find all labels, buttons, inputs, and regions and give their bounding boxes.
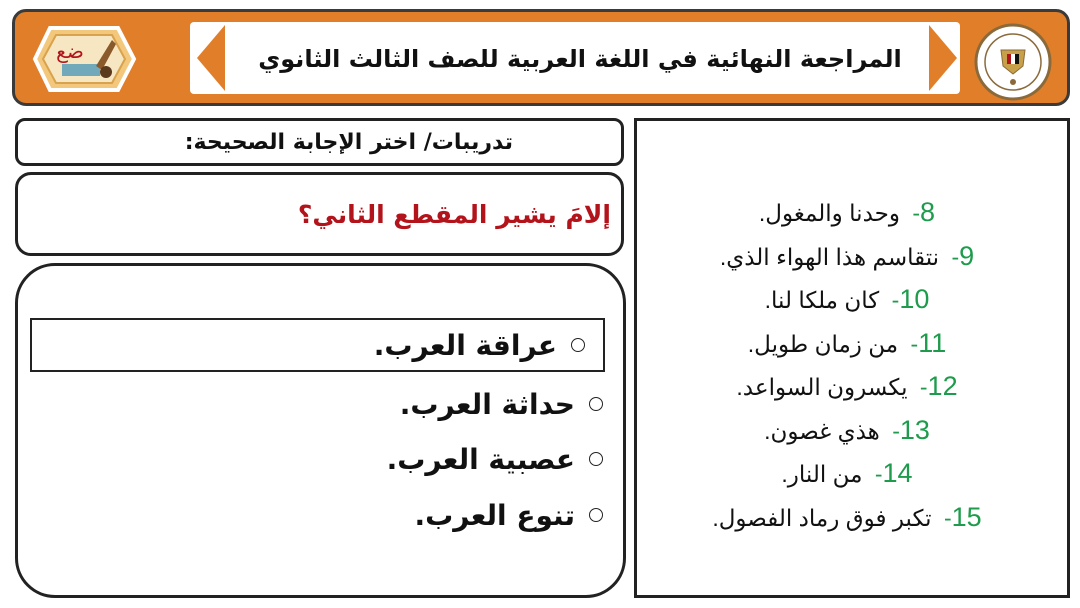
numbered-line-10 (657, 278, 1037, 322)
radio-circle-icon[interactable] (589, 397, 603, 411)
logo-lettering: ضع (56, 39, 84, 63)
answer-option-2[interactable] (400, 377, 603, 431)
line-dash: - (892, 417, 900, 444)
line-number: 8 (920, 197, 936, 227)
answer-option-label: عراقة العرب. (373, 328, 557, 362)
answer-option-3[interactable] (387, 432, 603, 486)
question-text: إلامَ يشير المقطع الثاني؟ (297, 200, 611, 229)
header-right-chevron (929, 25, 957, 91)
line-text: يكسرون السواعد. (736, 374, 914, 400)
line-number: 10 (899, 284, 930, 314)
line-dash: - (891, 287, 900, 313)
header-banner (12, 9, 1070, 106)
instructions-text: تدريبات/ اختر الإجابة الصحيحة: (184, 130, 513, 155)
line-dash: - (919, 374, 928, 400)
line-number: 15 (951, 501, 982, 532)
line-number: 14 (882, 458, 913, 488)
line-text: هذي غصون. (764, 417, 887, 444)
line-number: 9 (959, 240, 975, 271)
answer-options-list (18, 266, 623, 595)
line-number: 13 (899, 414, 930, 445)
numbered-line-8 (657, 191, 1037, 235)
reading-passage-panel (634, 118, 1070, 598)
answer-option-1[interactable] (30, 318, 605, 372)
line-number: 12 (927, 371, 958, 401)
numbered-line-11 (657, 322, 1037, 366)
line-text: تكبر فوق رماد الفصول. (712, 504, 938, 531)
question-box (15, 172, 624, 256)
line-dash: - (943, 504, 952, 531)
answer-option-4[interactable] (415, 488, 603, 542)
radio-circle-icon[interactable] (589, 508, 603, 522)
header-left-chevron (197, 25, 225, 91)
line-text: من زمان طويل. (747, 330, 905, 357)
numbered-line-15 (657, 496, 1037, 540)
instructions-box (15, 118, 624, 166)
line-text: وحدنا والمغول. (758, 200, 907, 226)
line-text: من النار. (781, 461, 869, 487)
numbered-line-9 (657, 235, 1037, 279)
line-dash: - (951, 243, 960, 270)
line-text: نتقاسم هذا الهواء الذي. (719, 243, 946, 270)
line-dash: - (910, 330, 919, 357)
line-text: كان ملكا لنا. (764, 287, 886, 313)
line-dash: - (874, 461, 883, 487)
numbered-line-12 (657, 365, 1037, 409)
answer-options-box (15, 263, 626, 598)
page-title: المراجعة النهائية في اللغة العربية للصف الثالث الثانوي (258, 45, 902, 73)
radio-circle-icon[interactable] (589, 452, 603, 466)
numbered-lines-list (657, 191, 1037, 539)
answer-option-label: تنوع العرب. (414, 498, 575, 532)
quill-logo-icon (32, 20, 137, 98)
radio-circle-icon[interactable] (571, 338, 585, 352)
answer-option-label: حداثة العرب. (399, 387, 575, 421)
answer-option-label: عصبية العرب. (386, 442, 575, 476)
line-number: 11 (918, 327, 947, 358)
numbered-line-14 (657, 452, 1037, 496)
numbered-line-13 (657, 409, 1037, 453)
ministry-seal-icon (973, 22, 1053, 102)
line-dash: - (912, 200, 921, 226)
